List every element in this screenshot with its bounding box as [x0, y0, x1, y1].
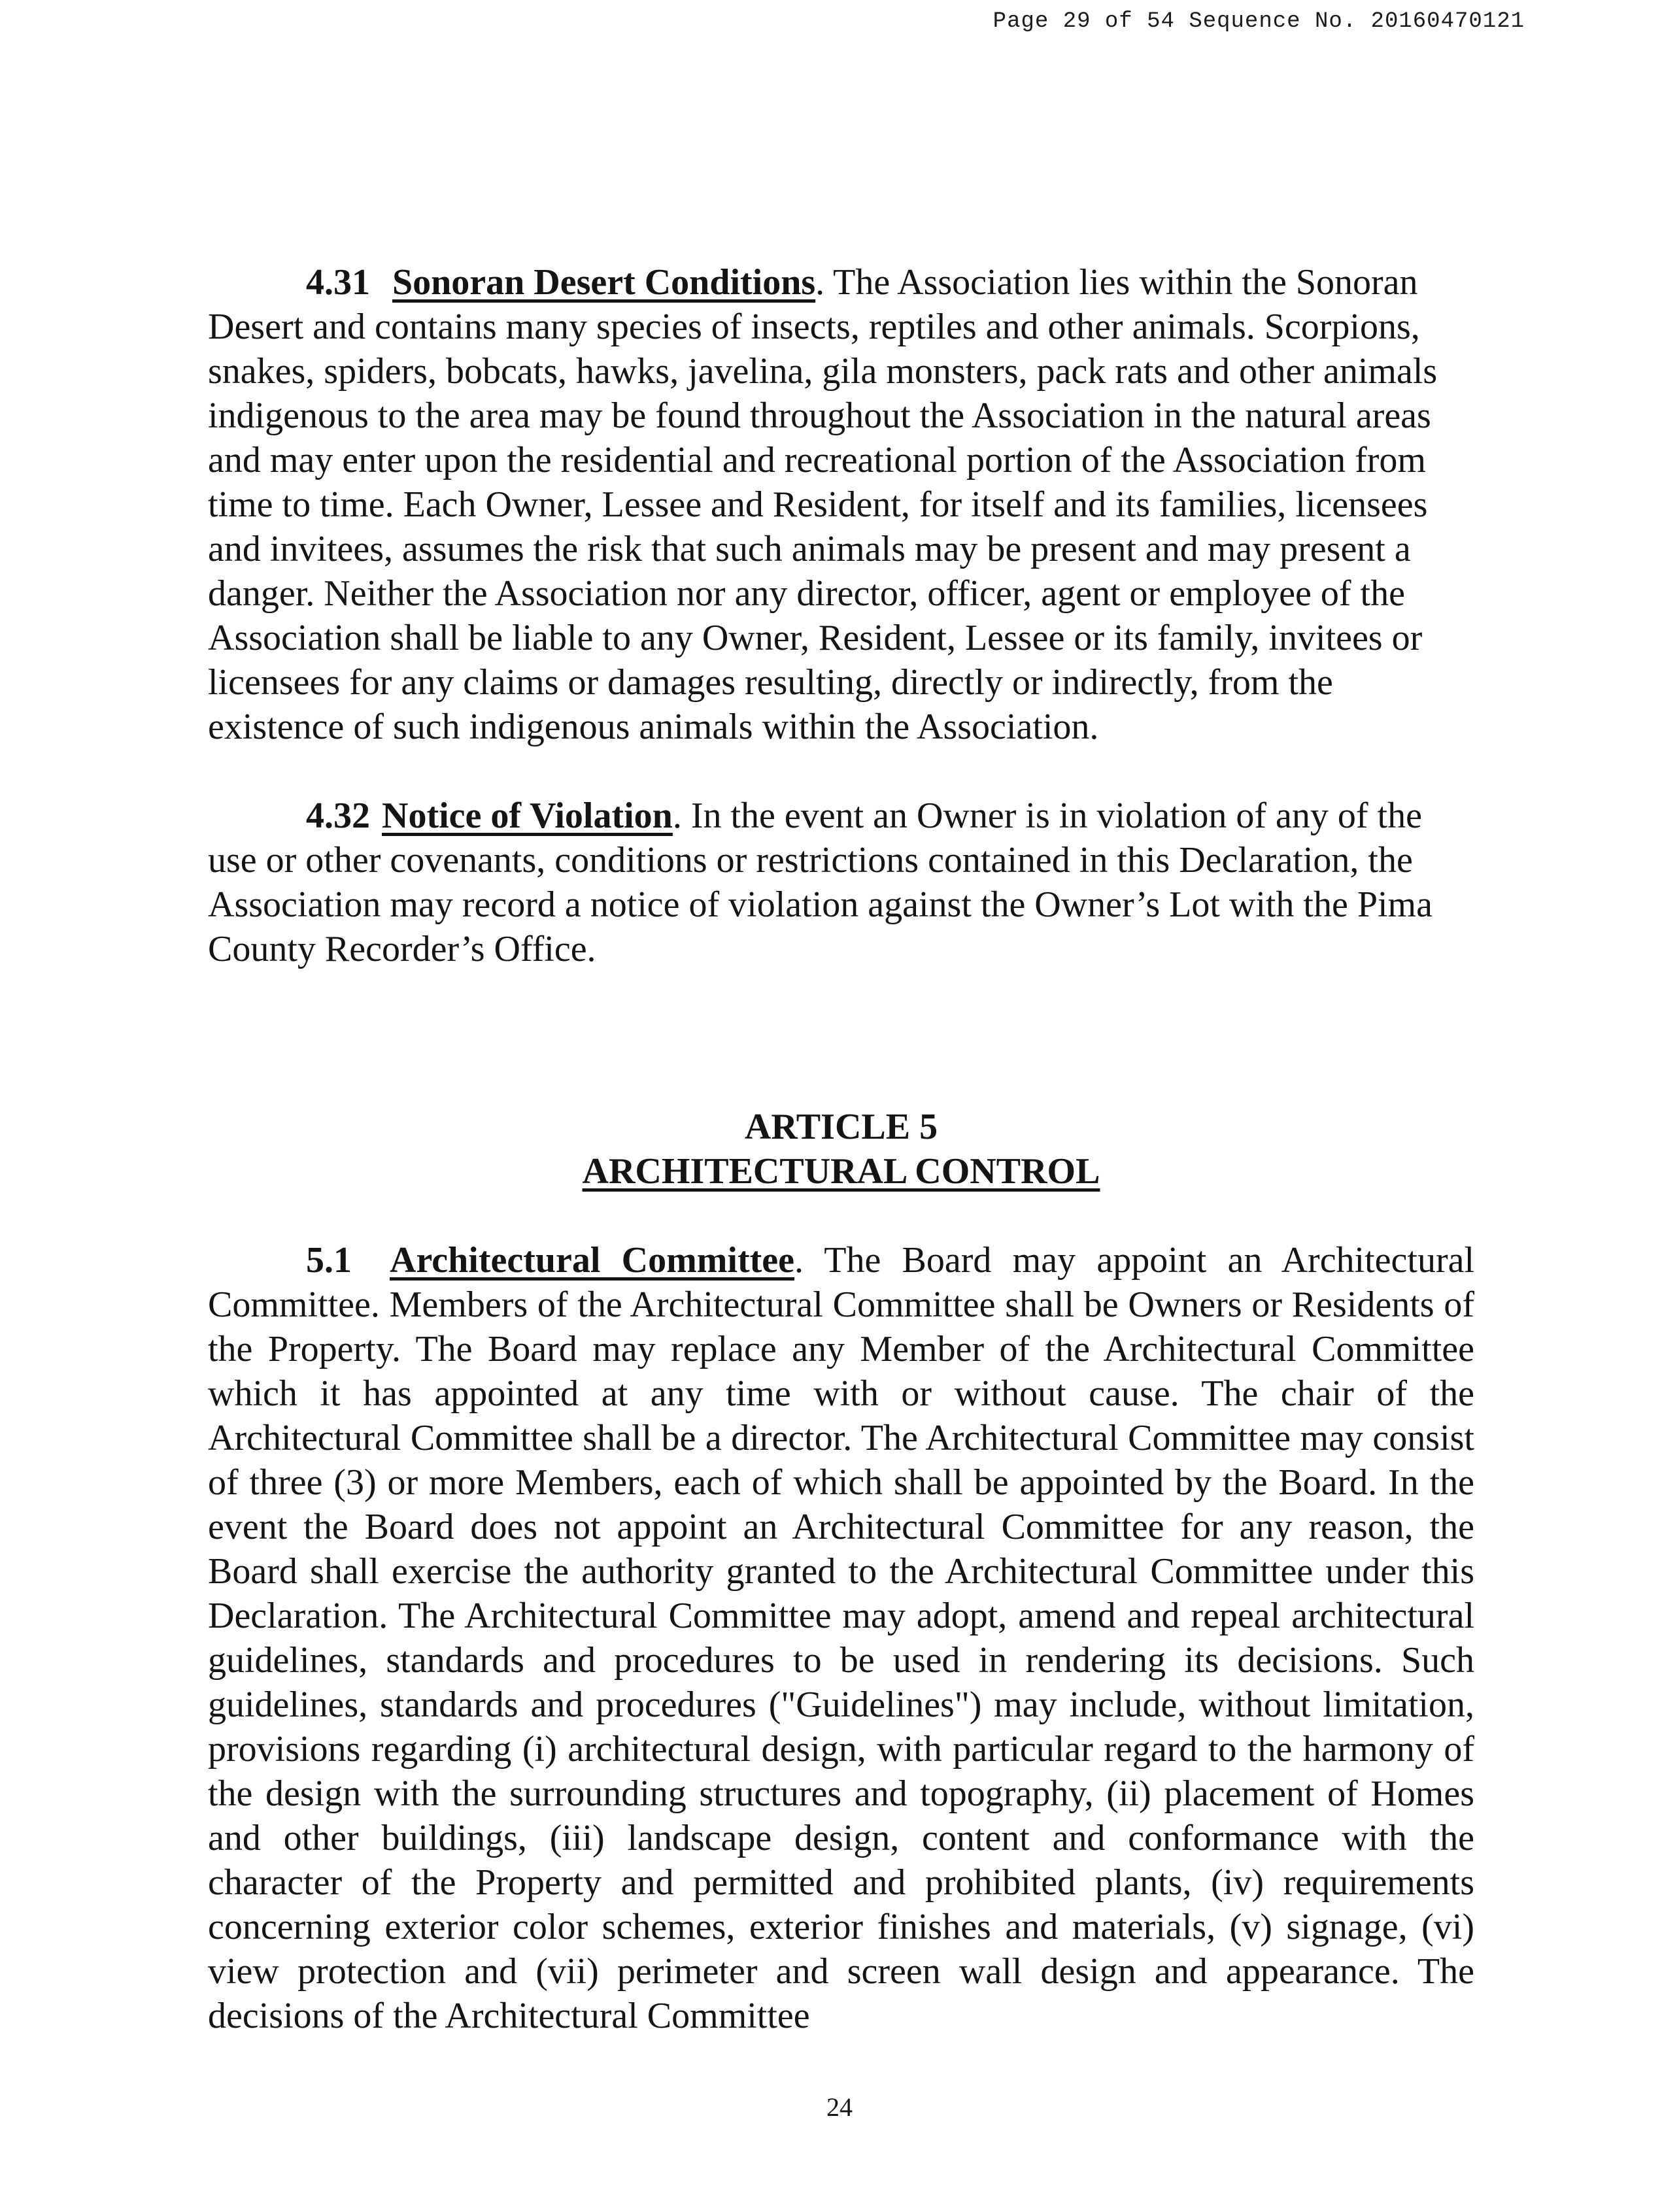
- section-title: Sonoran Desert Conditions: [392, 262, 816, 303]
- section-title: Architectural Committee: [390, 1240, 794, 1281]
- section-number: 5.1: [306, 1240, 352, 1281]
- article-title: ARCHITECTURAL CONTROL: [582, 1151, 1100, 1192]
- section-4-31: [208, 260, 1474, 749]
- page-number: 24: [826, 2092, 853, 2122]
- section-5-1: [208, 1238, 1474, 2038]
- section-body: . In the event an Owner is in violation of any of the use or other covenants, conditions or restrictions contained in this Declaration, the Association may record a notice of violation against the Owner’s Lot with the Pima County Recorder’s Office.: [208, 796, 1433, 969]
- section-4-32: [208, 794, 1474, 971]
- section-body: . The Board may appoint an Architectural Committee. Members of the Architectural Committee shall be Owners or Residents of the Property. The Board may replace any Member of the Architectural Committee which it has appointed at any time with or without cause. The chair of the Architectural Committee shall be a director. The Architectural Committee may consist of three (3) or more Members, each of which shall be appointed by the Board. In the event the Board does not appoint an Architectural Committee for any reason, the Board shall exercise the authority granted to the Architectural Committee under this Declaration. The Architectural Committee may adopt, amend and repeal architectural guidelines, standards and procedures to be used in rendering its decisions. Such guidelines, standards and procedures ("Guidelines") may include, without limitation, provisions regarding (i) architectural design, with particular regard to the harmony of the design with the surrounding structures and topography, (ii) placement of Homes and other buildings, (iii) landscape design, content and conformance with the character of the Property and permitted and prohibited plants, (iv) requirements concerning exterior color schemes, exterior finishes and materials, (v) signage, (vi) view protection and (vii) perimeter and screen wall design and appearance. The decisions of the Architectural Committee: [208, 1240, 1475, 2036]
- section-number: 4.31: [306, 262, 370, 303]
- document-body: [208, 260, 1474, 2038]
- section-title: Notice of Violation: [382, 796, 673, 836]
- article-number: ARTICLE 5: [744, 1107, 938, 1147]
- section-number: 4.32: [306, 796, 370, 836]
- article-heading: [208, 1105, 1474, 1194]
- page-header: Page 29 of 54 Sequence No. 20160470121: [992, 9, 1525, 34]
- section-body: . The Association lies within the Sonoran Desert and contains many species of insects, reptiles and other animals. Scorpions, snakes, spiders, bobcats, hawks, javelina, gila monsters, pack rats and other animals indigenous to the area may be found throughout the Association in the natural areas and may enter upon the residential and recreational portion of the Association from time to time. Each Owner, Lessee and Resident, for itself and its families, licensees and invitees, assumes the risk that such animals may be present and may present a danger. Neither the Association nor any director, officer, agent or employee of the Association shall be liable to any Owner, Resident, Lessee or its family, invitees or licensees for any claims or damages resulting, directly or indirectly, from the existence of such indigenous animals within the Association.: [208, 262, 1438, 747]
